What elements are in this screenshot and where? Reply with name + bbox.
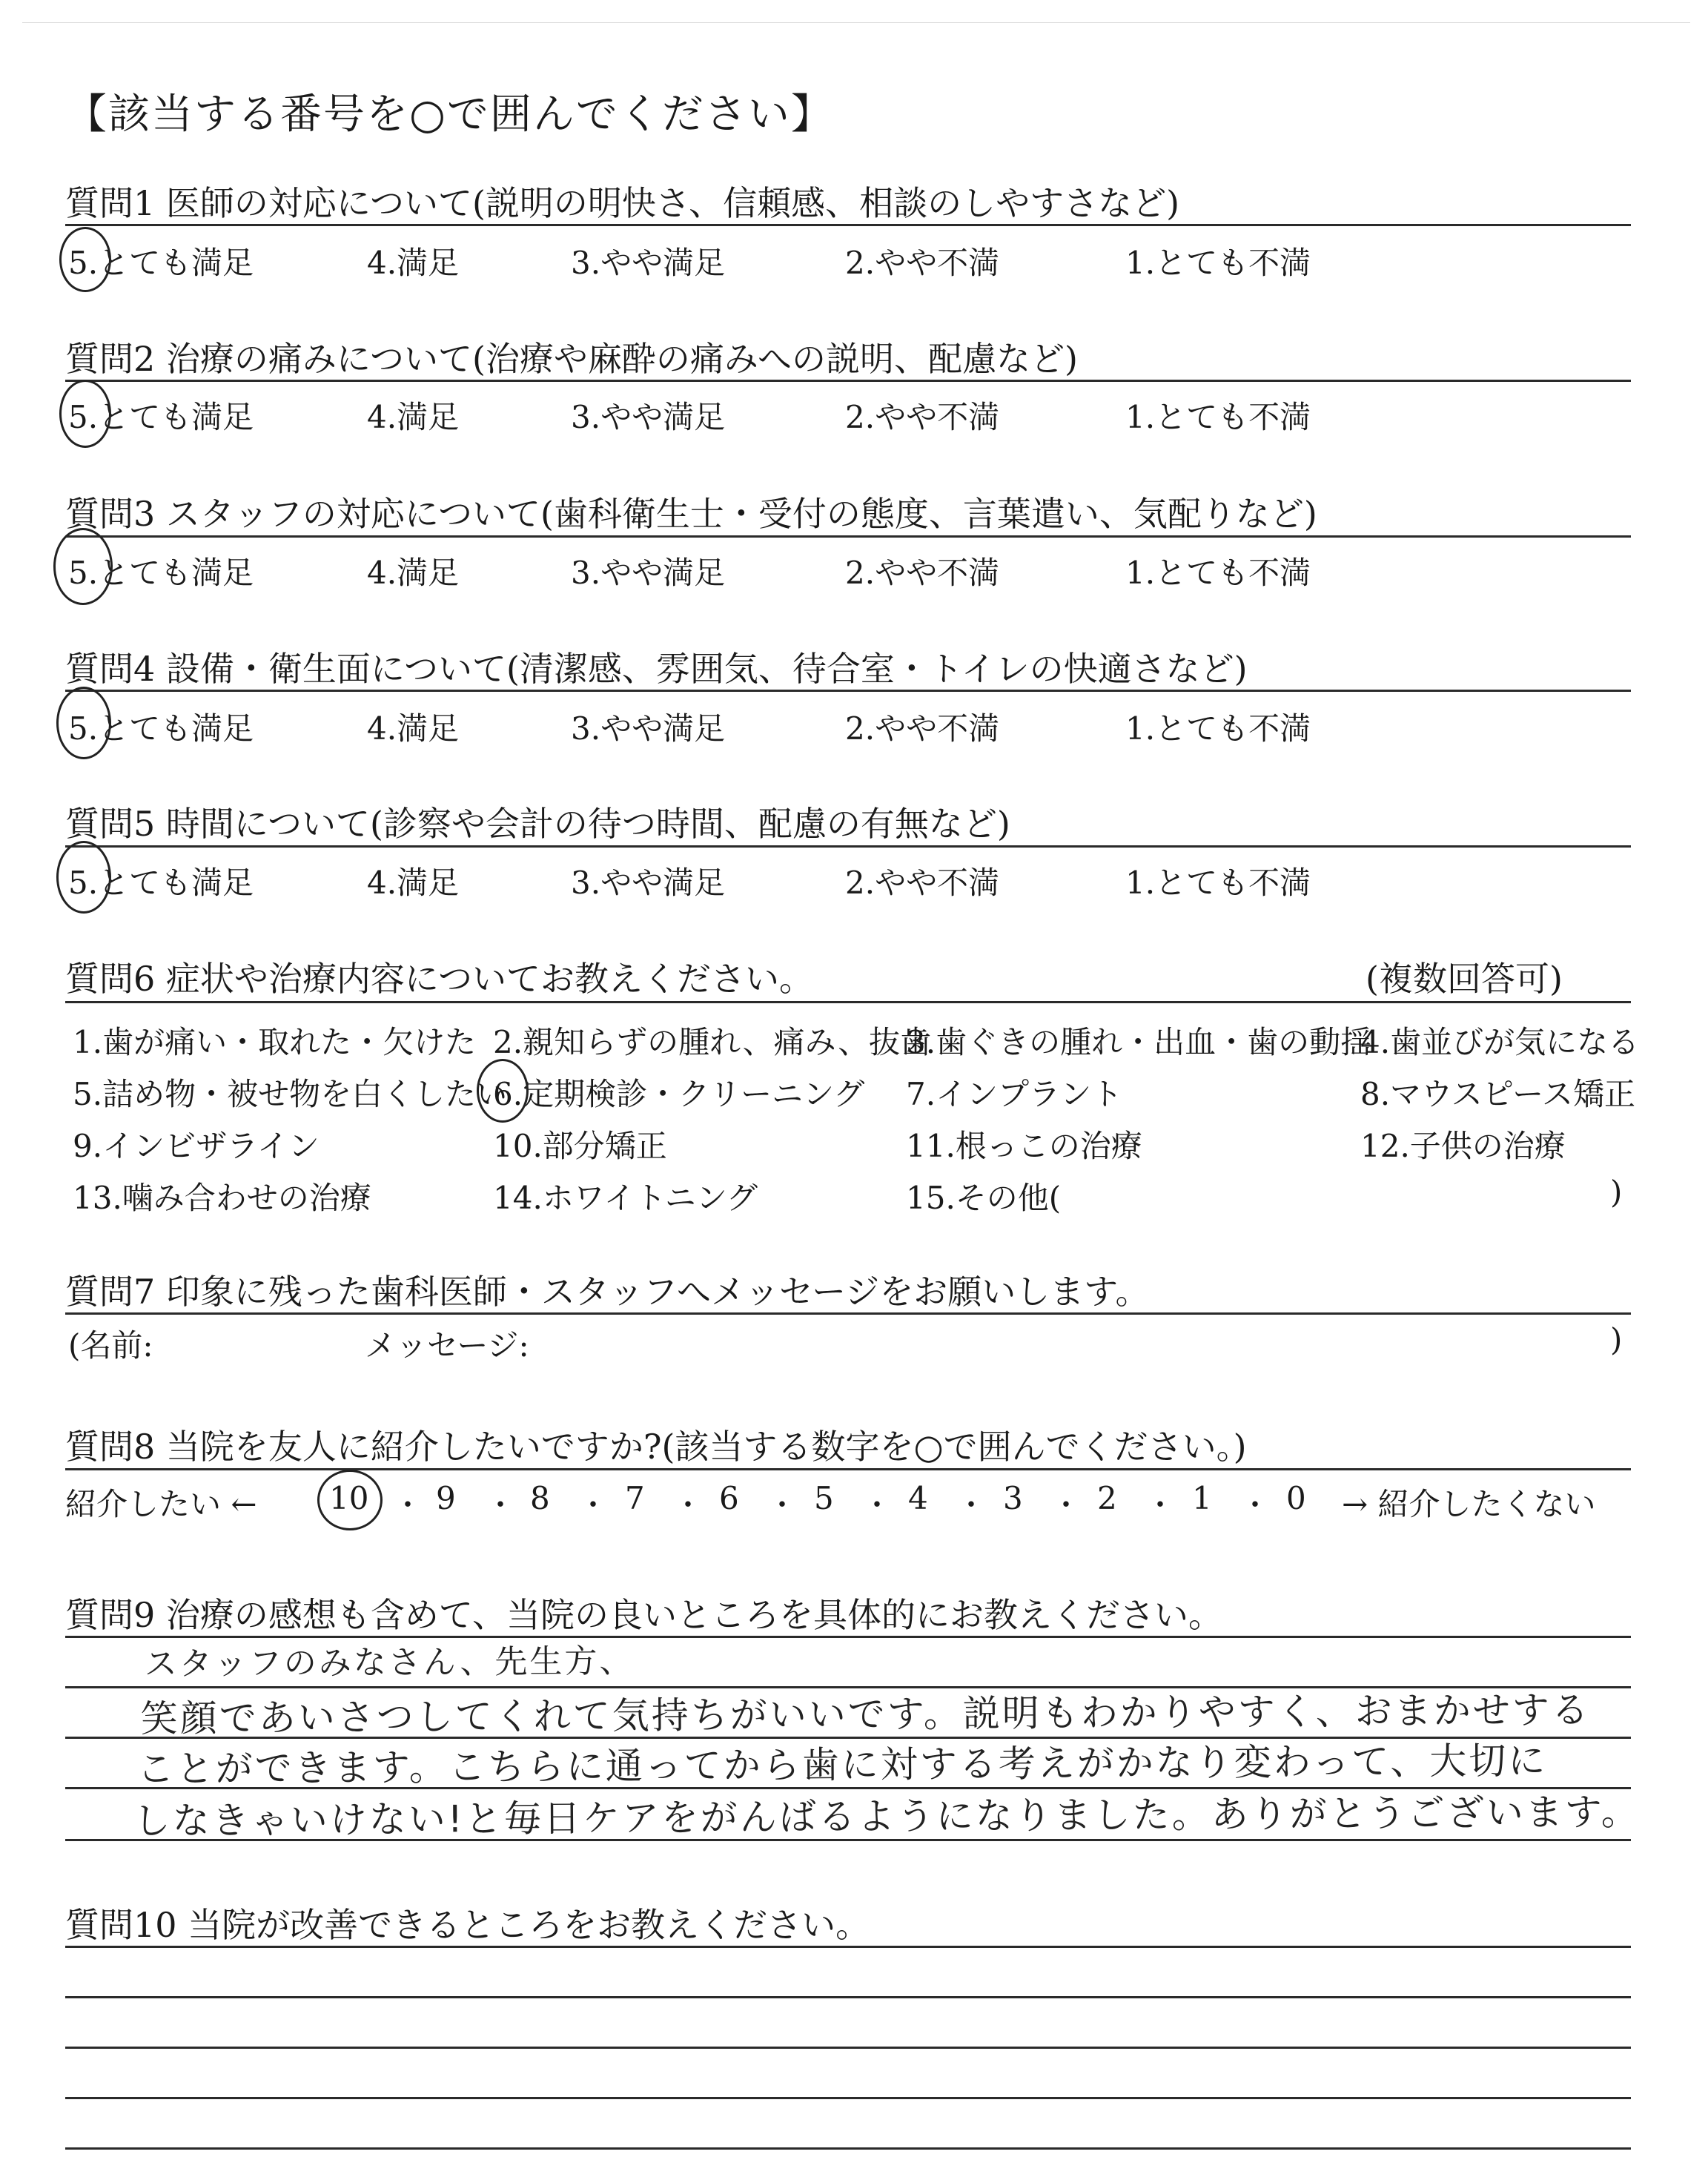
- q8-separator: ・: [673, 1488, 703, 1522]
- q6-item-13[interactable]: 13.噛み合わせの治療: [73, 1180, 371, 1216]
- q9-handwritten-line-3: ことができます。こちらに通ってから歯に対する考えがかなり変わって、大切に: [136, 1739, 1548, 1791]
- q6-rule: [65, 1001, 1631, 1003]
- q5-option-5[interactable]: 5.とても満足: [68, 865, 254, 901]
- q5-option-1[interactable]: 1.とても不満: [1125, 865, 1311, 901]
- q8-score-6[interactable]: 6: [719, 1480, 739, 1516]
- q4-rule: [65, 690, 1631, 692]
- q8-left-label: 紹介したい ←: [65, 1486, 257, 1522]
- q8-score-9[interactable]: 9: [436, 1480, 456, 1516]
- q5-option-4[interactable]: 4.満足: [367, 865, 460, 901]
- q3-option-5[interactable]: 5.とても満足: [68, 555, 254, 591]
- q6-item-3[interactable]: 3.歯ぐきの腫れ・出血・歯の動揺: [906, 1024, 1372, 1060]
- q6-label: 質問6 症状や治療内容についてお教えください。: [65, 959, 813, 999]
- q6-item-1[interactable]: 1.歯が痛い・取れた・欠けた: [73, 1024, 477, 1060]
- q2-rule: [65, 380, 1631, 382]
- q8-score-10[interactable]: 10: [329, 1480, 369, 1516]
- scan-edge-line: [22, 22, 1690, 23]
- q6-item-9[interactable]: 9.インビザライン: [73, 1128, 320, 1164]
- q8-separator: ・: [486, 1488, 515, 1522]
- q3-option-4[interactable]: 4.満足: [367, 555, 460, 591]
- q4-option-4[interactable]: 4.満足: [367, 710, 460, 747]
- q8-separator: ・: [767, 1488, 797, 1522]
- q10-rule-3: [65, 2047, 1631, 2049]
- q8-separator: ・: [1145, 1488, 1175, 1522]
- q10-rule-1: [65, 1946, 1631, 1948]
- q6-item-6-selection-circle: [477, 1059, 529, 1123]
- q3-option-3[interactable]: 3.やや満足: [571, 555, 726, 591]
- q6-item-4[interactable]: 4.歯並びが気になる: [1360, 1024, 1640, 1060]
- q6-item-8[interactable]: 8.マウスピース矯正: [1360, 1076, 1636, 1112]
- q6-item-14[interactable]: 14.ホワイトニング: [493, 1180, 758, 1216]
- q8-score-4[interactable]: 4: [908, 1480, 928, 1516]
- q7-close-paren: ): [1610, 1321, 1623, 1358]
- q9-handwritten-line-4: しなきゃいけない!と毎日ケアをがんばるようになりました。ありがとうございます。: [133, 1790, 1641, 1843]
- q7-message-label: メッセージ:: [365, 1327, 529, 1364]
- q1-rule: [65, 224, 1631, 226]
- q4-option-2[interactable]: 2.やや不満: [845, 710, 1000, 747]
- q6-note: (複数回答可): [1366, 959, 1563, 999]
- q2-option-3[interactable]: 3.やや満足: [571, 399, 726, 435]
- q4-option-5[interactable]: 5.とても満足: [68, 710, 254, 747]
- q4-selection-circle: [56, 687, 111, 759]
- q10-label: 質問10 当院が改善できるところをお教えください。: [65, 1905, 870, 1945]
- q2-option-5[interactable]: 5.とても満足: [68, 399, 254, 435]
- q6-item-2[interactable]: 2.親知らずの腫れ、痛み、抜歯: [493, 1024, 932, 1060]
- q8-score-5[interactable]: 5: [814, 1480, 834, 1516]
- q5-option-2[interactable]: 2.やや不満: [845, 865, 1000, 901]
- q6-item-10[interactable]: 10.部分矯正: [493, 1128, 667, 1164]
- q8-separator: ・: [956, 1488, 986, 1522]
- q9-handwritten-line-1: スタッフのみなさん、先生方、: [144, 1642, 635, 1683]
- q1-label: 質問1 医師の対応について(説明の明快さ、信頼感、相談のしやすさなど): [65, 183, 1180, 223]
- q7-name-label: (名前:: [68, 1327, 153, 1364]
- q8-score-3[interactable]: 3: [1003, 1480, 1023, 1516]
- q4-option-3[interactable]: 3.やや満足: [571, 710, 726, 747]
- q6-item-11[interactable]: 11.根っこの治療: [906, 1128, 1142, 1164]
- q8-score-2[interactable]: 2: [1097, 1480, 1117, 1516]
- q8-score-7[interactable]: 7: [625, 1480, 645, 1516]
- q9-handwritten-line-2: 笑顔であいさつしてくれて気持ちがいいです。説明もわかりやすく、おまかせする: [140, 1688, 1591, 1740]
- q8-rule: [65, 1468, 1631, 1470]
- q1-option-3[interactable]: 3.やや満足: [571, 245, 726, 281]
- q8-right-label: → 紹介したくない: [1342, 1486, 1596, 1522]
- q2-option-2[interactable]: 2.やや不満: [845, 399, 1000, 435]
- q1-option-1[interactable]: 1.とても不満: [1125, 245, 1311, 281]
- q8-score-1[interactable]: 1: [1192, 1480, 1212, 1516]
- q10-rule-2: [65, 1996, 1631, 1998]
- q8-separator: ・: [1051, 1488, 1081, 1522]
- q3-rule: [65, 535, 1631, 538]
- q8-score-0[interactable]: 0: [1286, 1480, 1306, 1516]
- q4-label: 質問4 設備・衛生面について(清潔感、雰囲気、待合室・トイレの快適さなど): [65, 649, 1248, 689]
- q8-separator: ・: [578, 1488, 608, 1522]
- q6-item-5[interactable]: 5.詰め物・被せ物を白くしたい: [73, 1076, 508, 1112]
- q6-item-12[interactable]: 12.子供の治療: [1360, 1128, 1566, 1164]
- q5-label: 質問5 時間について(診察や会計の待つ時間、配慮の有無など): [65, 804, 1010, 844]
- q1-selection-circle: [59, 227, 111, 292]
- q1-option-5[interactable]: 5.とても満足: [68, 245, 254, 281]
- q4-option-1[interactable]: 1.とても不満: [1125, 710, 1311, 747]
- q5-option-3[interactable]: 3.やや満足: [571, 865, 726, 901]
- q2-option-4[interactable]: 4.満足: [367, 399, 460, 435]
- q8-separator: ・: [1240, 1488, 1270, 1522]
- q6-item-7[interactable]: 7.インプラント: [906, 1076, 1123, 1112]
- q5-rule: [65, 845, 1631, 848]
- q9-label: 質問9 治療の感想も含めて、当院の良いところを具体的にお教えください。: [65, 1595, 1222, 1635]
- q6-other-close-paren: ): [1610, 1174, 1623, 1210]
- q6-item-15[interactable]: 15.その他(: [906, 1180, 1062, 1216]
- form-header: 【該当する番号を○で囲んでください】: [65, 90, 834, 139]
- q3-label: 質問3 スタッフの対応について(歯科衛生士・受付の態度、言葉遣い、気配りなど): [65, 494, 1317, 534]
- q8-separator: ・: [393, 1488, 423, 1522]
- q7-rule: [65, 1312, 1631, 1315]
- q6-item-6[interactable]: 6.定期検診・クリーニング: [493, 1076, 865, 1112]
- q5-selection-circle: [56, 841, 111, 914]
- q8-score-8[interactable]: 8: [530, 1480, 550, 1516]
- q3-selection-circle: [53, 528, 113, 605]
- q2-label: 質問2 治療の痛みについて(治療や麻酔の痛みへの説明、配慮など): [65, 339, 1078, 379]
- q2-selection-circle: [59, 380, 111, 448]
- q3-option-1[interactable]: 1.とても不満: [1125, 555, 1311, 591]
- q8-separator: ・: [862, 1488, 892, 1522]
- q2-option-1[interactable]: 1.とても不満: [1125, 399, 1311, 435]
- q10-rule-4: [65, 2097, 1631, 2099]
- q1-option-2[interactable]: 2.やや不満: [845, 245, 1000, 281]
- q1-option-4[interactable]: 4.満足: [367, 245, 460, 281]
- q8-label: 質問8 当院を友人に紹介したいですか?(該当する数字を○で囲んでください。): [65, 1427, 1247, 1467]
- q10-rule-5: [65, 2147, 1631, 2150]
- q8-selection-circle: [317, 1470, 383, 1530]
- q3-option-2[interactable]: 2.やや不満: [845, 555, 1000, 591]
- q7-label: 質問7 印象に残った歯科医師・スタッフへメッセージをお願いします。: [65, 1272, 1150, 1312]
